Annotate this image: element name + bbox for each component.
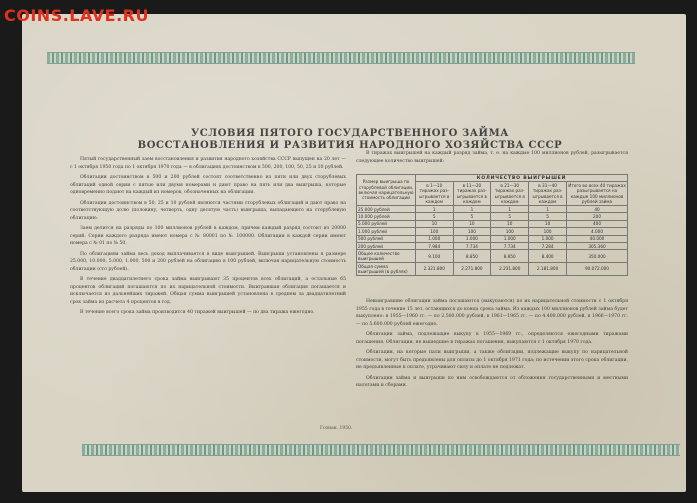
table-cell: 90.072.000 <box>567 263 628 276</box>
table-row-total-sum <box>357 263 628 276</box>
table-cell: 40 <box>567 206 628 213</box>
right-intro-text: В тиражах выигрышей на каждый разряд займа, т. е. на каждые 100 миллионов рублей, разыгрывается следующее количество выигрышей: <box>356 151 628 164</box>
table-cell: 10 <box>416 220 454 227</box>
table-header-col: в 11—20 тиражах разыгрывается в каждом <box>453 182 491 206</box>
table-cell: 200 <box>567 213 628 220</box>
table-cell: 7.734 <box>453 243 491 250</box>
table-cell: 10 <box>453 220 491 227</box>
row-label: 10.000 рублей <box>357 213 416 220</box>
left-column-text <box>70 156 346 320</box>
table-cell: 5 <box>453 213 491 220</box>
ornament-band-top <box>47 52 635 64</box>
table-cell: 1 <box>491 206 529 213</box>
table-row <box>357 220 628 227</box>
table-cell: 9.100 <box>416 250 454 263</box>
left-paragraph: В течение всего срока займа производится 40 тиражей выигрышей — по два тиража ежегодно. <box>80 310 315 315</box>
table-cell: 400 <box>567 220 628 227</box>
title-line-2: ВОССТАНОВЛЕНИЯ И РАЗВИТИЯ НАРОДНОГО ХОЗЯЙСТВА СССР <box>137 140 563 151</box>
table-cell: 1 <box>416 206 454 213</box>
right-intro <box>356 150 628 168</box>
table-row <box>357 206 628 213</box>
row-label: 25.000 рублей <box>357 206 416 213</box>
left-paragraph: Заем делится на разряды по 100 миллионов рублей в каждом, причем каждый разряд состоит из 20000 серий. Серии каждого разряда имеют номера с № 80001 по № 100000. Облигации в каждой серии имеют номера с № 01 по № 50. <box>70 226 346 246</box>
table-row <box>357 228 628 235</box>
title-line-1: УСЛОВИЯ ПЯТОГО ГОСУДАРСТВЕННОГО ЗАЙМА <box>191 128 509 139</box>
table-row <box>357 235 628 242</box>
table-header-col: Итого во всех 40 тиражах разыгрывается на каждые 100 миллионов рублей займа <box>568 182 626 205</box>
table-cell: 5 <box>491 213 529 220</box>
table-row <box>357 213 628 220</box>
table-cell: 2.181.800 <box>529 263 567 276</box>
table-cell: 8.400 <box>529 250 567 263</box>
site-watermark: COINS.LAVE.RU <box>4 6 149 25</box>
row-label: 1.000 рублей <box>357 228 416 235</box>
table-header-col: в 1—10 тиражах разыгрывается в каждом <box>416 182 454 206</box>
row-label: 5.000 рублей <box>357 220 416 227</box>
table-cell: 4.000 <box>567 228 628 235</box>
table-cell: 1.000 <box>529 235 567 242</box>
right-paragraph: Облигации займа и выигрыши по ним освобождаются от обложения государственными и местными налогами и сборами. <box>356 375 628 388</box>
table-cell: 10 <box>529 220 567 227</box>
row-label: Общая сумма выигрышей (в рублях) <box>357 263 416 276</box>
winnings-table <box>356 174 628 276</box>
table-header-prize-size: Размер выигрыша по сторублевой облигации, включая нарицательную стоимость облигации <box>357 175 416 206</box>
right-paragraph: Невыигравшие облигации займа погашаются (выкупаются) по их нарицательной стоимости с 1 октября 1955 года в течение 15 лет, остающихся до конца срока займа. Из каждых 100 миллионов рублей займа будет выкуплено: в 1955—1960 гг. — по 2.500.000 рублей, в 1961—1965 гг. — по 4.400.000 рублей, в 1966—1970 гг. — по 5.600.000 рублей ежегодно. <box>356 299 628 327</box>
table-cell: 2.231.800 <box>491 263 529 276</box>
left-paragraph: Облигации достоинством в 50, 25 и 10 рублей являются частями сторублевых облигаций и дают право на соответствующую долю (половину, четверть, одну десятую часть) выигрыша, выпадающего на сторублевую облигацию. <box>70 200 346 221</box>
table-cell: 305.360 <box>567 243 628 250</box>
table-cell: 1.000 <box>416 235 454 242</box>
right-paragraph: Облигации займа, подлежащие выкупу в 1955—1969 гг., определяются ежегодными тиражами погашения. Облигации, не вышедшие в тиражах погашения, выкупаются с 1 октября 1970 года. <box>356 332 628 345</box>
left-paragraph: Пятый государственный заем восстановления и развития народного хозяйства СССР выпущен на 20 лет — с 1 октября 1950 года по 1 октября 1970 года — в облигациях достоинством в 500, 200, 100, 50, 25 и 10 рублей. <box>70 157 346 170</box>
table-cell: 100 <box>416 228 454 235</box>
table-row-total-count <box>357 250 628 263</box>
table-cell: 1.000 <box>491 235 529 242</box>
table-cell: 7.734 <box>491 243 529 250</box>
left-paragraph: В течение двадцатилетнего срока займа выигрывают 35 процентов всех облигаций, а остальные 65 процентов облигаций погашаются по их нарицательной стоимости. Выигравшая облигация погашается и исключается из дальнейших тиражей. Общая сумма выигрышей установлена в среднем за двадцатилетний срок займа из расчета 4 процентов в год. <box>70 277 346 305</box>
left-paragraph: По облигациям займа весь доход выплачивается в виде выигрышей. Выигрыши установлены в размере 25.000, 10.000, 5.000, 1.000, 500 и 200 рублей на облигацию в 100 рублей, включая нарицательную стоимость облигации (сто рублей). <box>70 251 346 272</box>
printer-footnote: Гознак. 1950. <box>320 426 353 431</box>
table-cell: 1.000 <box>453 235 491 242</box>
row-label: 200 рублей <box>357 243 416 250</box>
table-cell: 5 <box>416 213 454 220</box>
table-header-col: в 21—30 тиражах разыгрывается в каждом <box>491 182 529 206</box>
row-label: Общее количество выигрышей <box>357 250 416 263</box>
table-cell: 8.850 <box>491 250 529 263</box>
table-cell: 8.850 <box>453 250 491 263</box>
ornament-band-bottom <box>82 444 680 456</box>
table-cell: 40.000 <box>567 235 628 242</box>
left-paragraph: Облигации достоинством в 500 и 200 рублей состоят соответственно из пяти или двух сторублевых облигаций одной серии с пятью или двумя номерами и дают право на пять или два выигрыша, которые одновременно подают на каждый из номеров, обозначенных на облигации. <box>70 175 346 195</box>
table-header-group: КОЛИЧЕСТВО ВЫИГРЫШЕЙ <box>416 175 628 182</box>
table-cell: 100 <box>491 228 529 235</box>
table-cell: 350.000 <box>567 250 628 263</box>
table-header-col: в 31—40 тиражах разыгрывается в каждом <box>529 182 567 206</box>
table-cell: 7.284 <box>529 243 567 250</box>
table-row <box>357 243 628 250</box>
table-cell: 100 <box>453 228 491 235</box>
table-cell: 5 <box>529 213 567 220</box>
table-cell: 1 <box>529 206 567 213</box>
row-label: 500 рублей <box>357 235 416 242</box>
table-cell: 10 <box>491 220 529 227</box>
table-cell: 2.321.800 <box>416 263 454 276</box>
table-cell: 1 <box>453 206 491 213</box>
right-paragraph: Облигации, на которые пали выигрыши, а также облигации, подлежащие выкупу по нарицательной стоимости, могут быть предъявлены для оплаты до 1 октября 1971 года; по истечении этого срока облигации, не предъявленные к оплате, утрачивают силу и оплате не подлежат. <box>356 350 628 370</box>
table-cell: 100 <box>529 228 567 235</box>
table-cell: 2.271.800 <box>453 263 491 276</box>
right-column-text <box>356 298 628 393</box>
table-cell: 7.984 <box>416 243 454 250</box>
